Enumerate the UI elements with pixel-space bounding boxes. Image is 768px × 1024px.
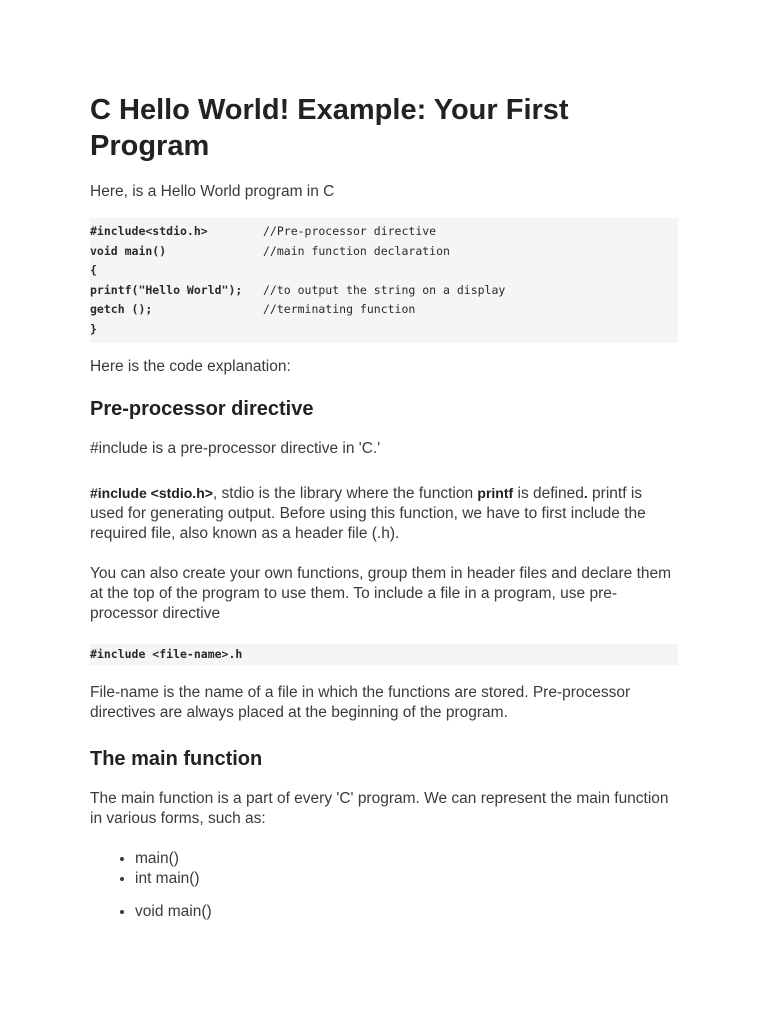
list-item: • int main() bbox=[135, 869, 678, 889]
code-text: void main() bbox=[90, 243, 167, 258]
code-text: getch (); bbox=[90, 302, 153, 316]
bold-dot: . bbox=[583, 485, 588, 501]
paragraph-text: , stdio is the library where the function bbox=[212, 485, 478, 502]
explanation-intro: Here is the code explanation: bbox=[90, 358, 291, 375]
paragraph-text: printf is used for generating output. Before using this function, we have to first include the required file, also known as a header file (.h). bbox=[90, 485, 646, 542]
code-line bbox=[90, 281, 678, 301]
list-item: • main() bbox=[135, 849, 678, 869]
code-comment: //to output the string on a display bbox=[263, 282, 506, 297]
code-line bbox=[90, 320, 678, 340]
preprocessor-paragraph-2 bbox=[90, 483, 678, 544]
code-block bbox=[90, 218, 678, 343]
code-comment: //terminating function bbox=[263, 302, 416, 316]
code-line bbox=[90, 242, 678, 262]
intro-paragraph: Here, is a Hello World program in C bbox=[90, 183, 335, 200]
code-line bbox=[90, 261, 678, 281]
code-line bbox=[90, 222, 678, 242]
main-function-paragraph: The main function is a part of every 'C' program. We can represent the main function in various forms, such as: bbox=[90, 790, 669, 827]
code-text: } bbox=[90, 321, 97, 336]
preprocessor-paragraph-3: You can also create your own functions, group them in header files and declare them at the top of the program to use them. To include a file in a program, use pre-processor directive bbox=[90, 565, 672, 622]
bold-printf: printf bbox=[477, 485, 514, 501]
preprocessor-paragraph-1: #include is a pre-processor directive in 'C.' bbox=[90, 440, 381, 457]
page-title: C Hello World! Example: Your First Program bbox=[90, 94, 569, 162]
code-text: printf("Hello World"); bbox=[90, 282, 243, 297]
code-text: #include<stdio.h> bbox=[90, 224, 208, 238]
main-forms-list bbox=[90, 849, 678, 889]
list-item: • void main() bbox=[135, 902, 678, 922]
main-forms-list-2 bbox=[90, 902, 678, 922]
section-heading-preprocessor: Pre-processor directive bbox=[90, 398, 314, 420]
preprocessor-paragraph-4: File-name is the name of a file in which the functions are stored. Pre-processor directives are always placed at the beginning of the program. bbox=[90, 684, 631, 721]
paragraph-text: is defined bbox=[513, 485, 584, 502]
code-comment: //main function declaration bbox=[263, 243, 450, 258]
section-heading-main-function: The main function bbox=[90, 748, 263, 770]
code-text: { bbox=[90, 263, 97, 277]
article bbox=[90, 92, 678, 922]
code-comment: //Pre-processor directive bbox=[263, 224, 437, 238]
code-line bbox=[90, 300, 678, 320]
code-inline-block: #include <file-name>.h bbox=[90, 644, 678, 665]
bold-include-stdio: #include <stdio.h> bbox=[90, 485, 213, 501]
